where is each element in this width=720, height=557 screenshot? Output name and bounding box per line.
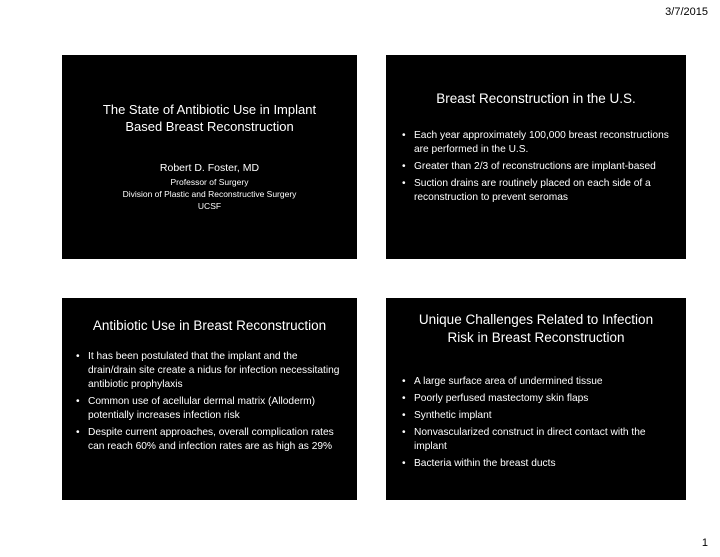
list-item: • Poorly perfused mastectomy skin flaps: [400, 392, 672, 406]
slide-us-reconstruction: [386, 55, 686, 259]
list-item: • Bacteria within the breast ducts: [400, 457, 672, 471]
bullet-list: [400, 375, 672, 474]
title-line-2: Based Breast Reconstruction: [125, 119, 294, 134]
page-date: 3/7/2015: [665, 6, 708, 18]
list-item: • Nonvascularized construct in direct contact with the implant: [400, 426, 672, 454]
list-item: • Suction drains are routinely placed on each side of a reconstruction to prevent seromas: [400, 177, 672, 205]
slide-title: [62, 55, 357, 259]
list-item: • Common use of acellular dermal matrix (Alloderm) potentially increases infection risk: [74, 395, 343, 423]
author-name: Robert D. Foster, MD: [159, 162, 260, 174]
heading-line-1: Unique Challenges Related to Infection: [418, 312, 654, 327]
page-number: 1: [701, 537, 708, 549]
list-item: • A large surface area of undermined tissue: [400, 375, 672, 389]
bullet-list: [74, 350, 343, 457]
list-item: • Each year approximately 100,000 breast reconstructions are performed in the U.S.: [400, 129, 672, 157]
slide-antibiotic-use: [62, 298, 357, 500]
slide-heading: Breast Reconstruction in the U.S.: [436, 91, 636, 106]
slide-heading: [386, 311, 686, 347]
title-line-1: The State of Antibiotic Use in Implant: [102, 102, 317, 117]
slide-title-heading: [62, 101, 357, 135]
slide-heading: Antibiotic Use in Breast Reconstruction: [92, 318, 327, 333]
list-item: • It has been postulated that the implant and the drain/drain site create a nidus for infection necessitating antibiotic prophylaxis: [74, 350, 343, 392]
list-item: • Despite current approaches, overall complication rates can reach 60% and infection rates are as high as 29%: [74, 426, 343, 454]
bullet-list: [400, 129, 672, 208]
slide-unique-challenges: [386, 298, 686, 500]
author-title: Professor of Surgery: [170, 177, 249, 187]
list-item: • Synthetic implant: [400, 409, 672, 423]
list-item: • Greater than 2/3 of reconstructions are implant-based: [400, 160, 672, 174]
author-institution: UCSF: [197, 201, 222, 211]
author-division: Division of Plastic and Reconstructive Surgery: [122, 189, 297, 199]
author-block: [62, 161, 357, 212]
heading-line-2: Risk in Breast Reconstruction: [447, 330, 625, 345]
